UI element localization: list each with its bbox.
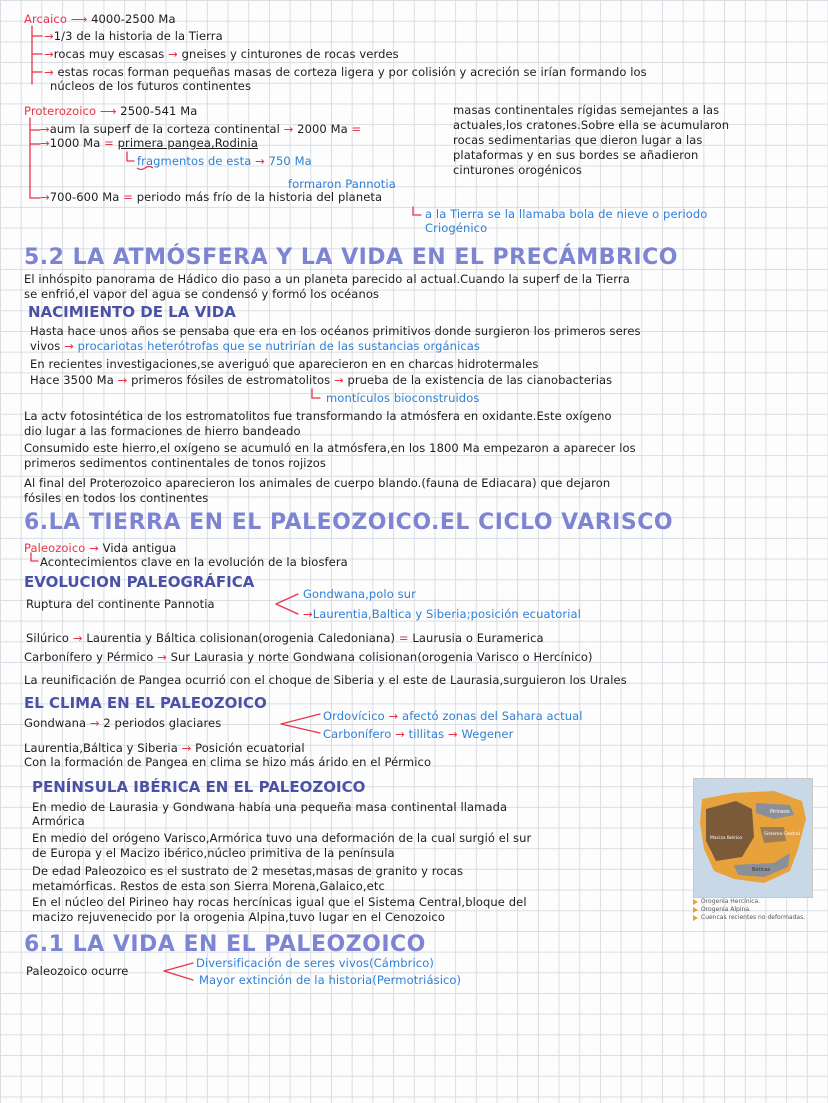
archaic-line: Arcaico ⟶ 4000-2500 Ma: [24, 12, 176, 26]
ib-3: En medio del orógeno Varisco,Armórica tuvo una deformación de la cual surgió el sur: [32, 831, 532, 845]
s52-p10: primeros sedimentos continentales de tonos rojizos: [24, 456, 326, 470]
craton-3: rocas sedimentarias que dieron lugar a las: [453, 133, 703, 147]
s6-arido: Con la formación de Pangea en clima se hizo más árido en el Pérmico: [24, 755, 432, 769]
subheading-peninsula: PENÍNSULA IBÉRICA EN EL PALEOZOICO: [32, 778, 366, 796]
subheading-clima: EL CLIMA EN EL PALEOZOICO: [24, 694, 267, 712]
ib-6: metamórficas. Restos de esta son Sierra Morena,Galaico,etc: [32, 879, 385, 893]
s52-p9: Consumido este hierro,el oxígeno se acumuló en la atmósfera,en los 1800 Ma empezaron a aparecer los: [24, 441, 636, 455]
s6-gondwana: Gondwana,polo sur: [303, 587, 416, 601]
legend-alpina: Orogenia Alpina.: [693, 906, 751, 914]
s52-p6: Hace 3500 Ma → primeros fósiles de estromatolitos → prueba de la existencia de las cianobacterias: [30, 373, 613, 387]
s6-laurentia: →Laurentia,Baltica y Siberia;posición ecuatorial: [303, 607, 581, 621]
s52-p11: Al final del Proterozoico aparecieron los animales de cuerpo blando.(fauna de Ediacara) que dejaron: [24, 476, 611, 490]
ib-2: Armórica: [32, 814, 85, 828]
ib-4: de Europa y el Macizo ibérico,núcleo primitiva de la península: [32, 846, 395, 860]
proterozoic-1000: →1000 Ma = primera pangea,Rodinia: [40, 136, 258, 150]
s61-paleo: Paleozoico ocurre: [26, 964, 129, 978]
s52-p5: En recientes investigaciones,se averiguó que aparecieron en en charcas hidrotermales: [30, 357, 539, 371]
archaic-label: Arcaico: [24, 12, 67, 26]
proterozoic-line: Proterozoico ⟶ 2500-541 Ma: [24, 104, 198, 118]
archaic-rocks: →rocas muy escasas → gneises y cinturones de rocas verdes: [44, 47, 399, 61]
s6-silurico: Silúrico → Laurentia y Báltica colisionan(orogenia Caledoniana) = Laurusia o Euramerica: [26, 631, 544, 645]
archaic-crust: → estas rocas forman pequeñas masas de corteza ligera y por colisión y acreción se irían formando los: [44, 65, 647, 79]
proterozoic-700: →700-600 Ma = periodo más frío de la historia del planeta: [40, 190, 383, 204]
s52-p1: El inhóspito panorama de Hádico dio paso a un planeta parecido al actual.Cuando la superf de la Tierra: [24, 272, 630, 286]
proterozoic-pannotia: formaron Pannotia: [288, 177, 396, 191]
snowball-1: a la Tierra se la llamaba bola de nieve o periodo: [425, 207, 708, 221]
subheading-nacimiento: NACIMIENTO DE LA VIDA: [28, 303, 236, 321]
heading-6-1: 6.1 LA VIDA EN EL PALEOZOICO: [24, 932, 426, 957]
legend-cuencas: Cuencas recientes no deformadas.: [693, 914, 805, 922]
ib-1: En medio de Laurasia y Gondwana había una pequeña masa continental llamada: [32, 800, 508, 814]
archaic-history: →1/3 de la historia de la Tierra: [44, 29, 223, 43]
s6-gondwana-glac: Gondwana → 2 periodos glaciares: [24, 716, 222, 730]
subheading-evolucion: EVOLUCION PALEOGRÁFICA: [24, 573, 255, 591]
snowball-2: Criogénico: [425, 221, 488, 235]
ib-5: De edad Paleozoico es el sustrato de 2 mesetas,masas de granito y rocas: [32, 864, 464, 878]
s6-acont: Acontecimientos clave en la evolución de la biosfera: [40, 555, 348, 569]
s61-div: Diversificación de seres vivos(Cámbrico): [196, 956, 434, 970]
map-label-macizo: Macizo Ibérico: [710, 836, 743, 841]
map-label-beticas: Béticas: [752, 867, 771, 873]
s52-p4: vivos → procariotas heterótrofas que se nutrirían de las sustancias orgánicas: [30, 339, 481, 353]
s6-paleo: Paleozoico → Vida antigua: [24, 541, 177, 555]
map-label-sistema-central: Sistema Central: [764, 832, 800, 837]
s52-p2: se enfrió,el vapor del agua se condensó y formó los océanos: [24, 287, 380, 301]
heading-6: 6.LA TIERRA EN EL PALEOZOICO.EL CICLO VARISCO: [24, 510, 674, 535]
ib-8: macizo rejuvenecido por la orogenia Alpina,tuvo lugar en el Cenozoico: [32, 910, 445, 924]
s52-p8: dio lugar a las formaciones de hierro bandeado: [24, 424, 301, 438]
legend-hercinica: Orogenia Hercínica.: [693, 898, 760, 906]
archaic-crust-cont: núcleos de los futuros continentes: [50, 79, 252, 93]
craton-5: cinturones orogénicos: [453, 163, 582, 177]
s52-p7: La actv fotosintética de los estromatolitos fue transformando la atmósfera en oxidante.Este oxígeno: [24, 409, 612, 423]
s52-p12: fósiles en todos los continentes: [24, 491, 209, 505]
craton-1: masas continentales rígidas semejantes a las: [453, 103, 720, 117]
s6-ordovicico: Ordovícico → afectó zonas del Sahara actual: [323, 709, 583, 723]
s6-ruptura: Ruptura del continente Pannotia: [26, 597, 215, 611]
proterozoic-aum: →aum la superf de la corteza continental → 2000 Ma =: [40, 122, 362, 136]
craton-2: actuales,los cratones.Sobre ella se acumularon: [453, 118, 730, 132]
s52-monticulos: montículos bioconstruidos: [326, 391, 480, 405]
heading-5-2: 5.2 LA ATMÓSFERA Y LA VIDA EN EL PRECÁMBRICO: [24, 245, 678, 270]
iberia-geology-map: [693, 778, 813, 898]
s52-p3: Hasta hace unos años se pensaba que era en los océanos primitivos donde surgieron los primeros seres: [30, 324, 641, 338]
craton-4: plataformas y en sus bordes se añadieron: [453, 148, 699, 162]
ib-7: En el núcleo del Pirineo hay rocas hercínicas igual que el Sistema Central,bloque del: [32, 895, 527, 909]
s6-reunif: La reunificación de Pangea ocurrió con el choque de Siberia y el este de Laurasia,surguieron los Urales: [24, 673, 627, 687]
proterozoic-fragments: fragmentos de esta → 750 Ma: [137, 154, 312, 168]
s6-laur2: Laurentia,Báltica y Siberia → Posición ecuatorial: [24, 741, 305, 755]
s6-carbonifero: Carbonífero y Pérmico → Sur Laurasia y norte Gondwana colisionan(orogenia Varisco o Hercínico): [24, 650, 593, 664]
archaic-range: 4000-2500 Ma: [91, 12, 176, 26]
map-label-pirineos: Pirineos: [770, 809, 790, 815]
s6-carbon: Carbonífero → tillitas → Wegener: [323, 727, 514, 741]
s61-ext: Mayor extinción de la historia(Permotriásico): [199, 973, 462, 987]
